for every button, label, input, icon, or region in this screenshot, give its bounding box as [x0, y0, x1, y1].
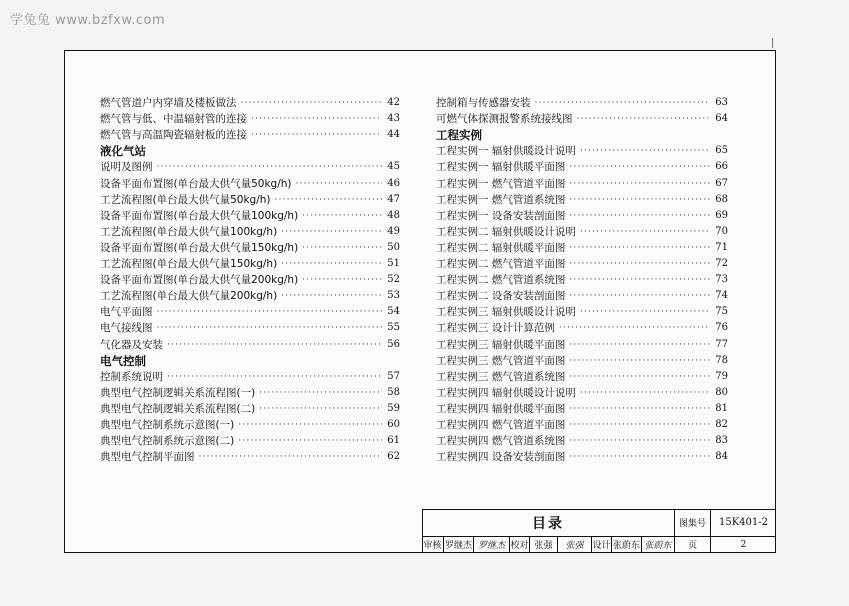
toc-entry-page: 45 — [387, 161, 400, 173]
toc-entry-title: 电气平面图 — [100, 306, 153, 319]
toc-entry — [100, 224, 400, 240]
toc-entry-title: 可燃气体探测报警系统接线图 — [436, 113, 573, 126]
toc-entry-page: 64 — [715, 113, 728, 125]
toc-entry — [436, 256, 728, 272]
toc-entry — [100, 401, 400, 417]
toc-dot-leader — [580, 385, 710, 401]
toc-entry — [436, 192, 728, 208]
toc-entry-page: 61 — [387, 435, 400, 447]
toc-entry — [100, 127, 400, 143]
toc-entry — [100, 240, 400, 256]
toc-dot-leader — [199, 449, 383, 465]
toc-dot-leader — [569, 433, 710, 449]
toc-entry-title: 燃气管道户内穿墙及楼板做法 — [100, 97, 237, 110]
toc-entry — [100, 336, 400, 352]
toc-entry — [436, 288, 728, 304]
toc-dot-leader — [577, 111, 711, 127]
toc-entry — [436, 369, 728, 385]
toc-entry-page: 83 — [715, 435, 728, 447]
toc-dot-leader — [569, 417, 710, 433]
toc-entry-title: 典型电气控制逻辑关系流程图(一) — [100, 386, 256, 399]
toc-dot-leader — [569, 401, 710, 417]
toc-entry — [100, 288, 400, 304]
reviewer-signature: 罗继杰 — [474, 536, 510, 553]
toc-entry-page: 57 — [387, 370, 400, 382]
toc-entry — [100, 159, 400, 175]
toc-entry — [100, 385, 400, 401]
toc-entry-page: 73 — [715, 274, 728, 286]
toc-entry-page: 79 — [715, 370, 728, 382]
toc-entry-title: 工程实例二 燃气管道平面图 — [436, 258, 566, 271]
toc-entry-page: 75 — [715, 306, 728, 318]
toc-dot-leader — [569, 192, 710, 208]
toc-dot-leader — [580, 304, 710, 320]
toc-entry — [436, 143, 728, 159]
toc-entry-title: 典型电气控制逻辑关系流程图(二) — [100, 402, 256, 415]
toc-entry — [436, 208, 728, 224]
checker-signature: 张强 — [558, 536, 592, 553]
toc-entry-page: 43 — [387, 113, 400, 125]
toc-entry-page: 55 — [387, 322, 400, 334]
toc-entry-page: 44 — [387, 129, 400, 141]
toc-dot-leader — [569, 337, 710, 353]
toc-entry — [436, 433, 728, 449]
toc-entry-title: 典型电气控制平面图 — [100, 451, 195, 464]
toc-entry-title: 工程实例二 辐射供暖设计说明 — [436, 225, 576, 238]
toc-entry-page: 47 — [387, 193, 400, 205]
toc-entry-title: 工程实例三 燃气管道平面图 — [436, 354, 566, 367]
sheet-edge-mark — [772, 38, 773, 48]
toc-entry-title: 典型电气控制系统示意图(一) — [100, 418, 235, 431]
toc-entry-page: 56 — [387, 338, 400, 350]
toc-entry-title: 工程实例一 辐射供暖设计说明 — [436, 145, 576, 158]
toc-dot-leader — [157, 304, 383, 320]
toc-dot-leader — [569, 353, 710, 369]
toc-entry-page: 67 — [715, 177, 728, 189]
toc-entry-title: 工程实例二 燃气管道系统图 — [436, 274, 566, 287]
toc-entry — [436, 320, 728, 336]
toc-entry-page: 53 — [387, 290, 400, 302]
toc-entry — [436, 417, 728, 433]
toc-entry-title: 控制箱与传感器安装 — [436, 97, 531, 110]
toc-entry — [436, 353, 728, 369]
toc-entry-page: 74 — [715, 290, 728, 302]
toc-entry — [100, 433, 400, 449]
toc-dot-leader — [569, 208, 710, 224]
toc-entry — [436, 401, 728, 417]
toc-dot-leader — [569, 240, 710, 256]
check-label: 校对 — [510, 536, 530, 553]
toc-dot-leader — [281, 288, 382, 304]
toc-dot-leader — [580, 224, 710, 240]
toc-entry — [436, 224, 728, 240]
toc-entry-title: 工艺流程图(单台最大供气量50kg/h) — [100, 193, 271, 206]
designer-name: 张蔚东 — [612, 536, 642, 553]
toc-entry-title: 工程实例三 设计计算范例 — [436, 322, 555, 335]
toc-entry-page: 66 — [715, 161, 728, 173]
toc-dot-leader — [275, 192, 383, 208]
toc-entry — [100, 272, 400, 288]
toc-entry-title: 典型电气控制系统示意图(二) — [100, 435, 235, 448]
reviewer-name: 罗继杰 — [444, 536, 474, 553]
toc-entry-title: 设备平面布置图(单台最大供气量50kg/h) — [100, 177, 292, 190]
toc-dot-leader — [251, 127, 382, 143]
toc-entry-page: 60 — [387, 418, 400, 430]
toc-entry-title: 电气接线图 — [100, 322, 153, 335]
toc-dot-leader — [241, 95, 383, 111]
toc-right-column — [436, 95, 728, 465]
toc-entry-page: 80 — [715, 386, 728, 398]
toc-entry — [436, 175, 728, 191]
toc-entry-title: 工程实例四 燃气管道系统图 — [436, 435, 566, 448]
toc-entry-title: 燃气管与低、中温辐射管的连接 — [100, 113, 247, 126]
toc-entry-title: 工程实例三 燃气管道系统图 — [436, 370, 566, 383]
toc-entry-title: 工程实例二 设备安装剖面图 — [436, 290, 566, 303]
toc-entry-title: 工艺流程图(单台最大供气量150kg/h) — [100, 258, 278, 271]
toc-entry-page: 82 — [715, 418, 728, 430]
toc-entry — [100, 192, 400, 208]
toc-entry-page: 70 — [715, 225, 728, 237]
toc-entry — [100, 256, 400, 272]
review-label: 审核 — [422, 536, 444, 553]
toc-dot-leader — [281, 256, 382, 272]
toc-entry — [436, 385, 728, 401]
page-number: 2 — [740, 539, 747, 550]
toc-dot-leader — [569, 288, 710, 304]
toc-entry-title: 设备平面布置图(单台最大供气量150kg/h) — [100, 241, 299, 254]
toc-entry-title: 工程实例四 辐射供暖设计说明 — [436, 386, 576, 399]
toc-dot-leader — [535, 95, 711, 111]
toc-dot-leader — [569, 369, 710, 385]
toc-dot-leader — [238, 417, 382, 433]
designer-signature: 张蔚东 — [642, 536, 675, 553]
toc-dot-leader — [569, 159, 710, 175]
toc-entry — [436, 336, 728, 352]
toc-section-heading: 电气控制 — [100, 353, 146, 368]
toc-entry-page: 50 — [387, 241, 400, 253]
toc-dot-leader — [569, 449, 710, 465]
toc-entry-page: 68 — [715, 193, 728, 205]
atlas-number-label: 图集号 — [675, 509, 711, 536]
toc-entry-title: 工程实例四 燃气管道平面图 — [436, 418, 566, 431]
toc-dot-leader — [238, 433, 382, 449]
toc-entry — [436, 240, 728, 256]
toc-entry-page: 71 — [715, 241, 728, 253]
toc-entry-page: 49 — [387, 225, 400, 237]
toc-dot-leader — [157, 320, 383, 336]
toc-section-heading: 工程实例 — [436, 128, 482, 143]
toc-entry-title: 工程实例四 设备安装剖面图 — [436, 451, 566, 464]
toc-entry — [100, 369, 400, 385]
toc-entry — [436, 449, 728, 465]
toc-entry — [100, 208, 400, 224]
toc-entry-title: 工程实例一 燃气管道系统图 — [436, 193, 566, 206]
toc-dot-leader — [281, 224, 382, 240]
toc-dot-leader — [157, 159, 383, 175]
toc-entry — [100, 111, 400, 127]
toc-entry — [436, 272, 728, 288]
toc-dot-leader — [580, 143, 710, 159]
toc-entry-title: 设备平面布置图(单台最大供气量100kg/h) — [100, 209, 299, 222]
toc-entry-title: 工艺流程图(单台最大供气量200kg/h) — [100, 290, 278, 303]
watermark-text: 学兔兔 www.bzfxw.com — [10, 13, 166, 28]
toc-dot-leader — [259, 385, 382, 401]
toc-entry-page: 72 — [715, 258, 728, 270]
toc-entry-title: 工程实例二 辐射供暖平面图 — [436, 241, 566, 254]
toc-left-column — [100, 95, 400, 465]
toc-entry-title: 气化器及安装 — [100, 338, 163, 351]
toc-entry-title: 工程实例三 辐射供暖设计说明 — [436, 306, 576, 319]
toc-dot-leader — [569, 176, 710, 192]
toc-dot-leader — [302, 208, 382, 224]
toc-entry-page: 42 — [387, 97, 400, 109]
toc-entry — [436, 95, 728, 111]
toc-entry-page: 76 — [715, 322, 728, 334]
toc-entry-page: 62 — [387, 451, 400, 463]
toc-entry — [100, 449, 400, 465]
sheet-title: 目录 — [422, 509, 675, 536]
toc-entry-title: 工程实例三 辐射供暖平面图 — [436, 338, 566, 351]
toc-dot-leader — [302, 272, 382, 288]
toc-dot-leader — [302, 240, 382, 256]
toc-entry-title: 设备平面布置图(单台最大供气量200kg/h) — [100, 274, 299, 287]
toc-entry-page: 63 — [715, 97, 728, 109]
toc-entry-page: 78 — [715, 354, 728, 366]
toc-entry-title: 工程实例一 辐射供暖平面图 — [436, 161, 566, 174]
design-label: 设计 — [592, 536, 612, 553]
toc-entry-page: 69 — [715, 209, 728, 221]
toc-entry-title: 工程实例四 辐射供暖平面图 — [436, 402, 566, 415]
toc-entry-page: 58 — [387, 386, 400, 398]
toc-entry — [100, 95, 400, 111]
toc-entry-page: 54 — [387, 306, 400, 318]
toc-entry — [100, 175, 400, 191]
toc-dot-leader — [251, 111, 382, 127]
toc-entry — [100, 304, 400, 320]
toc-dot-leader — [296, 176, 383, 192]
toc-dot-leader — [569, 256, 710, 272]
toc-entry — [100, 320, 400, 336]
toc-entry-page: 84 — [715, 451, 728, 463]
toc-entry — [436, 159, 728, 175]
toc-entry-page: 77 — [715, 338, 728, 350]
toc-entry-page: 52 — [387, 274, 400, 286]
toc-dot-leader — [167, 369, 382, 385]
atlas-number: 15K401-2 — [718, 517, 769, 528]
toc-section-heading: 液化气站 — [100, 144, 146, 159]
toc-entry-title: 工艺流程图(单台最大供气量100kg/h) — [100, 225, 278, 238]
toc-dot-leader — [259, 401, 382, 417]
toc-entry-title: 工程实例一 燃气管道平面图 — [436, 177, 566, 190]
toc-entry-title: 燃气管与高温陶瓷辐射板的连接 — [100, 129, 247, 142]
toc-entry-title: 说明及图例 — [100, 161, 153, 174]
page-label: 页 — [675, 536, 711, 553]
toc-entry-page: 51 — [387, 258, 400, 270]
toc-entry-title: 控制系统说明 — [100, 370, 163, 383]
toc-entry-page: 48 — [387, 209, 400, 221]
toc-dot-leader — [167, 337, 382, 353]
toc-entry-page: 65 — [715, 145, 728, 157]
toc-entry-title: 工程实例一 设备安装剖面图 — [436, 209, 566, 222]
toc-dot-leader — [569, 272, 710, 288]
toc-dot-leader — [559, 320, 710, 336]
toc-entry — [436, 304, 728, 320]
toc-entry-page: 46 — [387, 177, 400, 189]
toc-entry — [100, 417, 400, 433]
toc-entry — [436, 111, 728, 127]
toc-entry-page: 59 — [387, 402, 400, 414]
checker-name: 张强 — [530, 536, 558, 553]
toc-entry-page: 81 — [715, 402, 728, 414]
